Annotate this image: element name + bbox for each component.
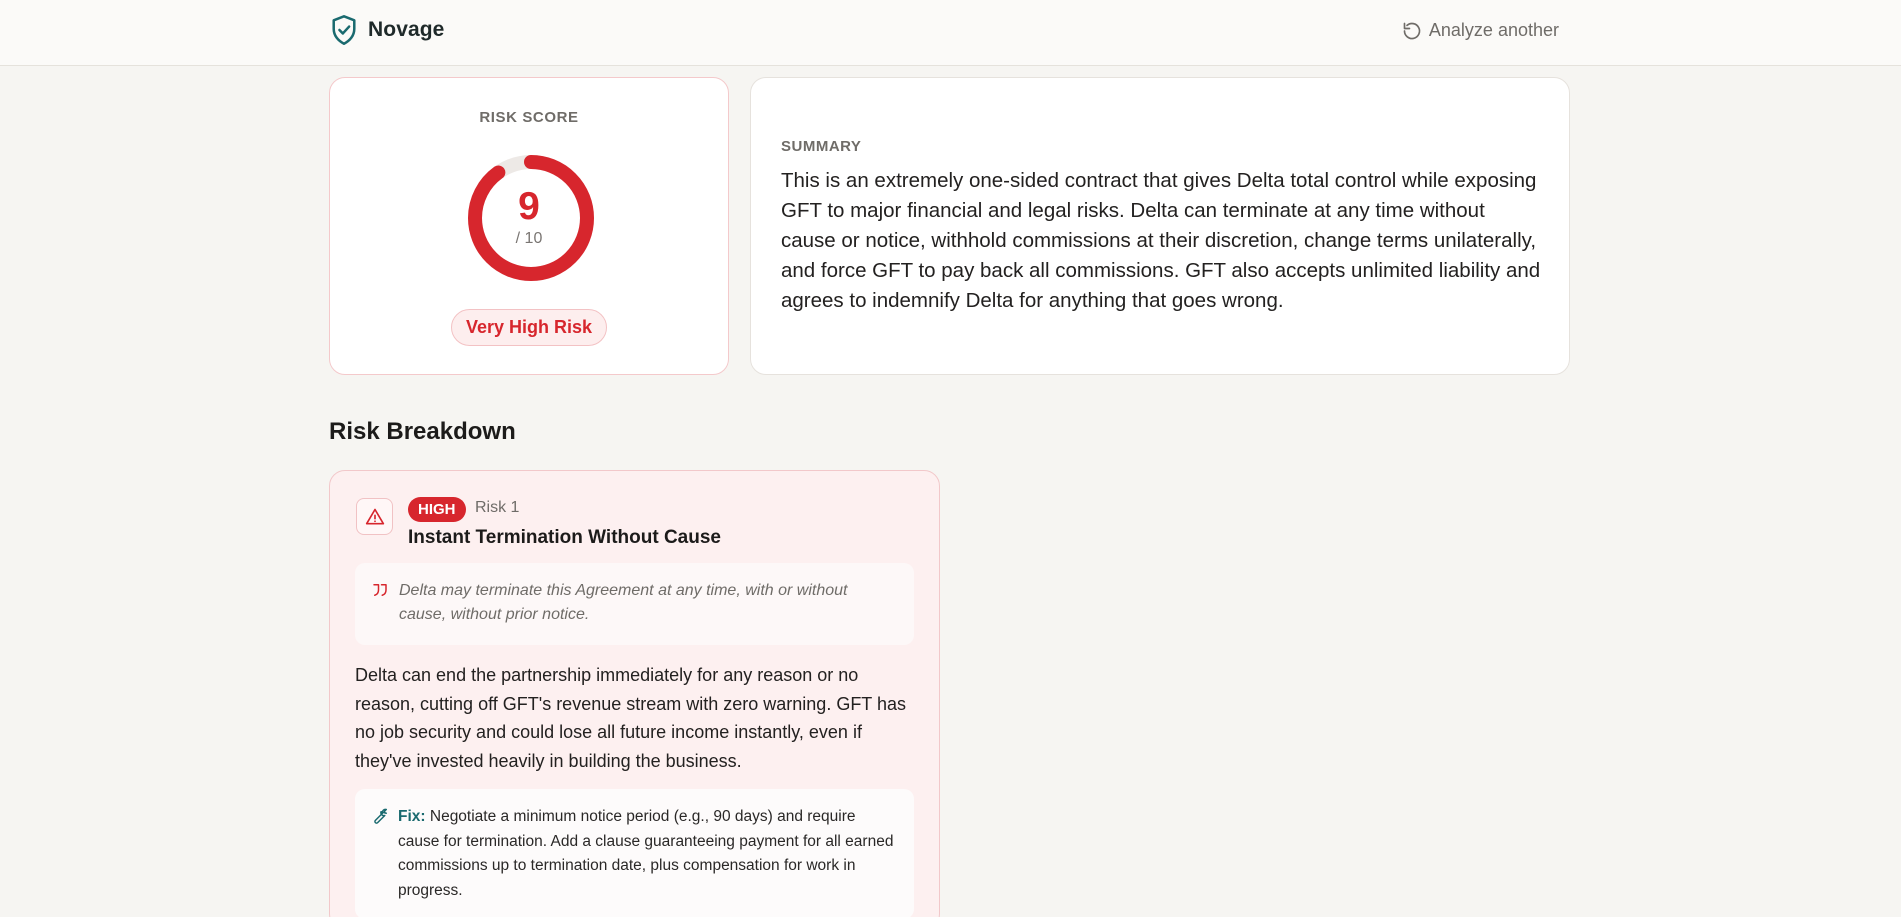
fix-body: Negotiate a minimum notice period (e.g., 90 days) and require cause for termination. Add a clause guaranteeing payment for all earned commissions up to termination date, plus compensation for work in progress.	[398, 808, 894, 899]
clause-quote	[355, 563, 914, 645]
summary-text: This is an extremely one-sided contract that gives Delta total control while exposing GFT to major financial and legal risks. Delta can terminate at any time without cause or notice, withhold commissions at their discretion, change terms unilaterally, and force GFT to pay back all commissions. GFT also accepts unlimited liability and agrees to indemnify Delta for anything that goes wrong.	[781, 169, 1541, 312]
risk-breakdown-title: Risk Breakdown	[329, 418, 516, 445]
risk-score-max: / 10	[515, 230, 543, 247]
brand[interactable]	[330, 14, 444, 46]
alert-triangle-icon	[365, 507, 385, 527]
risk-number: Risk 1	[475, 499, 520, 516]
risk-item-card	[329, 470, 940, 917]
summary-title: SUMMARY	[781, 138, 862, 155]
risk-score-value: 9	[518, 185, 540, 228]
risk-title: Instant Termination Without Cause	[408, 527, 721, 548]
fix-text	[398, 805, 898, 903]
quote-text: Delta may terminate this Agreement at any time, with or without cause, without prior notice.	[399, 582, 848, 623]
risk-description: Delta can end the partnership immediately for any reason or no reason, cutting off GFT's revenue stream with zero warning. GFT has no job security and could lose all future income instantly, even if they've invested heavily in building the business.	[355, 665, 907, 771]
warning-icon-box	[356, 498, 393, 535]
severity-badge: HIGH	[408, 497, 466, 522]
analyze-another-button[interactable]	[1402, 20, 1559, 41]
fix-label: Fix:	[398, 808, 426, 825]
risk-level-badge: Very High Risk	[451, 309, 607, 346]
quote-icon	[371, 581, 389, 599]
brand-name: Novage	[368, 18, 445, 41]
risk-score-card	[329, 77, 729, 375]
fix-suggestion	[355, 789, 914, 917]
shield-check-icon	[330, 14, 358, 46]
analyze-another-label: Analyze another	[1428, 20, 1559, 40]
top-navbar	[0, 0, 1901, 66]
wrench-icon	[370, 807, 388, 825]
risk-score-label: RISK SCORE	[479, 109, 579, 126]
summary-card	[750, 77, 1570, 375]
rotate-ccw-icon	[1402, 21, 1422, 41]
